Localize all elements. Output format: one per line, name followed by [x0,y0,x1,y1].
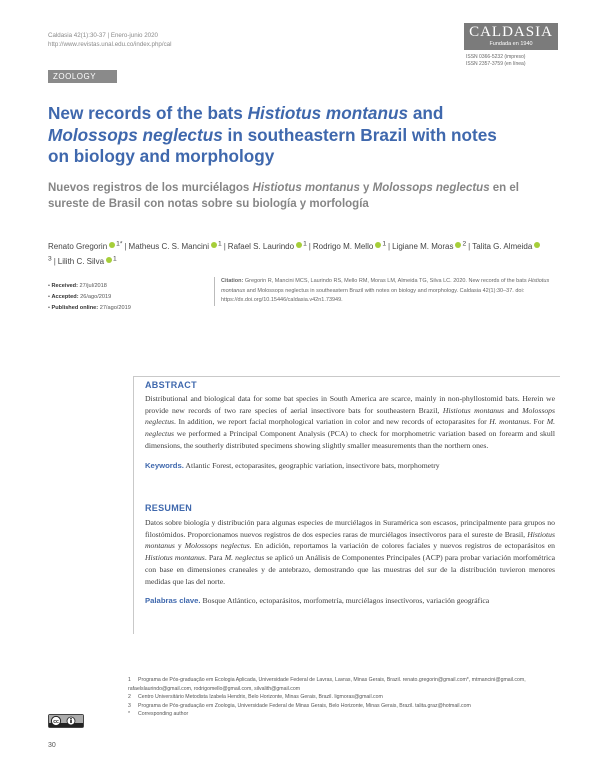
author[interactable] [48,242,122,251]
citation-text-1: Gregorin R, Mancini MCS, Laurindo RS, Mello RM, Moras LM, Almeida TG, Silva LC. 2020. New records of the bats [243,278,529,284]
cc-license-icon[interactable] [48,714,84,728]
footnote: 1 Programa de Pós-graduação em Ecologia Aplicada, Universidade Federal de Lavras, Lavras, Minas Gerais, Brazil. renato.gregorin@gmail.com*, mtmancini@gmail.com, rafaelslaurindo@gmail.com, rodrigomello@gmail.com, silvalith@gmail.com [128,677,526,692]
author-affiliation: 1 [382,240,387,247]
footnote: 3 Programa de Pós-graduação em Zoologia, Universidade Federal de Minas Gerais, Belo Horizonte, Minas Gerais, Brazil. talita.graz@hotmail.com [128,702,471,709]
footnote: * Corresponding author [128,711,189,717]
author-affiliation: 2 [462,240,467,247]
abstract-text: Distributional and biological data for some bat species in South America are scarce, mainly in non-phyllostomid bats. Herein we provide new records of two rare species of aerial insectivore bats for southeastern Brazil, Histiotus montanus and Molossops neglectus. In addition, we report facial morphological variation in color and new records of ectoparasites for H. montanus. For M. neglectus we performed a Principal Component Analysis (PCA) to check for morphometric variation based on forearm and skull dimensions, the southerly distributed specimens showing slightly smaller measurements than the northern ones. [145,394,556,450]
citation-block [214,277,565,306]
subtitle-text-2: y [359,182,373,194]
orcid-icon[interactable] [106,257,112,263]
author-name: Matheus C. S. Mancini [128,241,210,251]
palabras-clave-label: Palabras clave. [145,596,201,606]
received-date: • Received: 27/jul/2018 [48,283,107,289]
subtitle-species-2: Molossops neglectus [372,182,490,194]
orcid-icon[interactable] [296,242,302,248]
title-species-2: Molossops neglectus [48,124,223,145]
journal-meta [48,31,171,49]
svg-text:cc: cc [53,719,59,725]
journal-logo [464,23,558,50]
issn-online: ISSN 2357-3759 (en línea) [466,61,526,67]
author[interactable] [58,257,117,266]
resumen-keywords [145,595,555,607]
page-number: 30 [48,742,56,749]
author-name: Rafael S. Laurindo [227,241,295,251]
author-affiliation: 3 [48,255,52,263]
author-affiliation: 1 [303,240,307,247]
subtitle-species-1: Histiotus montanus [252,182,360,194]
keywords-label: Keywords. [145,460,184,470]
logo-subtitle: Fundada en 1940 [489,41,533,47]
orcid-icon[interactable] [211,242,217,248]
author-name: Ligiane M. Moras [392,241,454,251]
citation-species: Histiotus montanus [221,278,550,294]
orcid-icon[interactable] [375,242,381,248]
article-subtitle [48,181,538,212]
author[interactable] [228,242,307,251]
footnote: 2 Centro Universitário Metodista Izabela Hendrix, Belo Horizonte, Minas Gerais, Brazil. ligmoras@gmail.com [128,694,383,700]
journal-url[interactable]: http://www.revistas.unal.edu.co/index.php/cal [48,41,172,48]
author-name: Rodrigo M. Mello [312,241,374,251]
author-list: Renato Gregorin $^{1*}$ | Matheus C. S. Mancini $^1$ | Rafael S. Laurindo $^1$ | Rodrigo M. Mello $^1$ | Ligiane M. Moras $^2$ | Talita G. Almeida$^3$ | Lilith C. Silva $^1$ [48,237,558,268]
cc-by-icon [49,715,83,727]
journal-line: Caldasia 42(1):30-37 | Enero-junio 2020 [48,32,158,39]
author-affiliation: 1 [218,240,222,247]
citation-label: Citation: [221,278,244,284]
article-title [48,103,518,168]
citation-text-2: and Molossops neglectus in southeastern Brazil with notes on biology and morphology. Caldasia 42(1):30–37. doi: https://dx.doi.org/10.15446/caldasia.v42n1.73949. [221,287,525,303]
author-name: Talita G. Almeida [472,241,533,251]
orcid-icon[interactable] [455,242,461,248]
abstract-section [145,380,555,471]
section-tag: ZOOLOGY [48,70,117,83]
title-text-2: and [408,103,444,123]
author-affiliation: 1 [113,255,117,263]
published-date: • Published online: 27/ago/2019 [48,305,131,311]
title-text-1: New records of the bats [48,103,248,123]
author-name: Lilith C. Silva [57,257,105,267]
resumen-heading: RESUMEN [145,503,193,513]
subtitle-text-3: en el sureste de Brasil con notas sobre su biología y morfología [48,182,519,210]
keywords-text: Atlantic Forest, ectoparasites, geographic variation, insectivore bats, morphometry [183,460,440,470]
logo-name: CALDASIA [469,24,553,40]
author[interactable] [392,242,466,251]
orcid-icon[interactable] [109,242,115,248]
affiliation-footnotes [128,676,558,719]
title-species-1: Histiotus montanus [247,103,409,123]
abstract-heading: ABSTRACT [145,380,197,390]
author-affiliation: 1* [116,240,123,247]
resumen-section [145,503,555,607]
palabras-clave-text: Bosque Atlántico, ectoparásitos, morfometría, murciélagos insectívoros, variación geográfica [200,596,490,606]
author-name: Renato Gregorin [48,241,108,251]
issn-block [466,54,525,68]
author[interactable] [313,242,386,251]
resumen-text: Datos sobre biología y distribución para algunas especies de murciélagos in Suramérica son escasos, principalmente para grupos no filostómidos. Proporcionamos nuevos registros de dos especies raras de murciélagos insectívoros para el sureste de Brasil, Histiotus montanus y Molossops neglectus. En adición, reportamos la variación de colores faciales y nuevos registros de ectoparásitos en Histiotus montanus. Para M. neglectus se aplicó un Análisis de Componentes Principales (ACP) para probar variación morfométrica con base en dimensiones craneales y de antebrazo, demostrando que las muestras del sur de la distribución tuvieron menores medidas que las del norte. [145,518,556,586]
author[interactable] [129,242,222,251]
title-text-3: in southeastern Brazil with notes on biology and morphology [48,124,497,166]
accepted-date: • Accepted: 26/ago/2019 [48,294,112,300]
article-dates [48,281,131,314]
abstract-keywords [145,460,555,472]
issn-print: ISSN 0366-5232 (impreso) [466,54,526,60]
subtitle-text-1: Nuevos registros de los murciélagos [48,182,253,194]
orcid-icon[interactable] [534,242,540,248]
